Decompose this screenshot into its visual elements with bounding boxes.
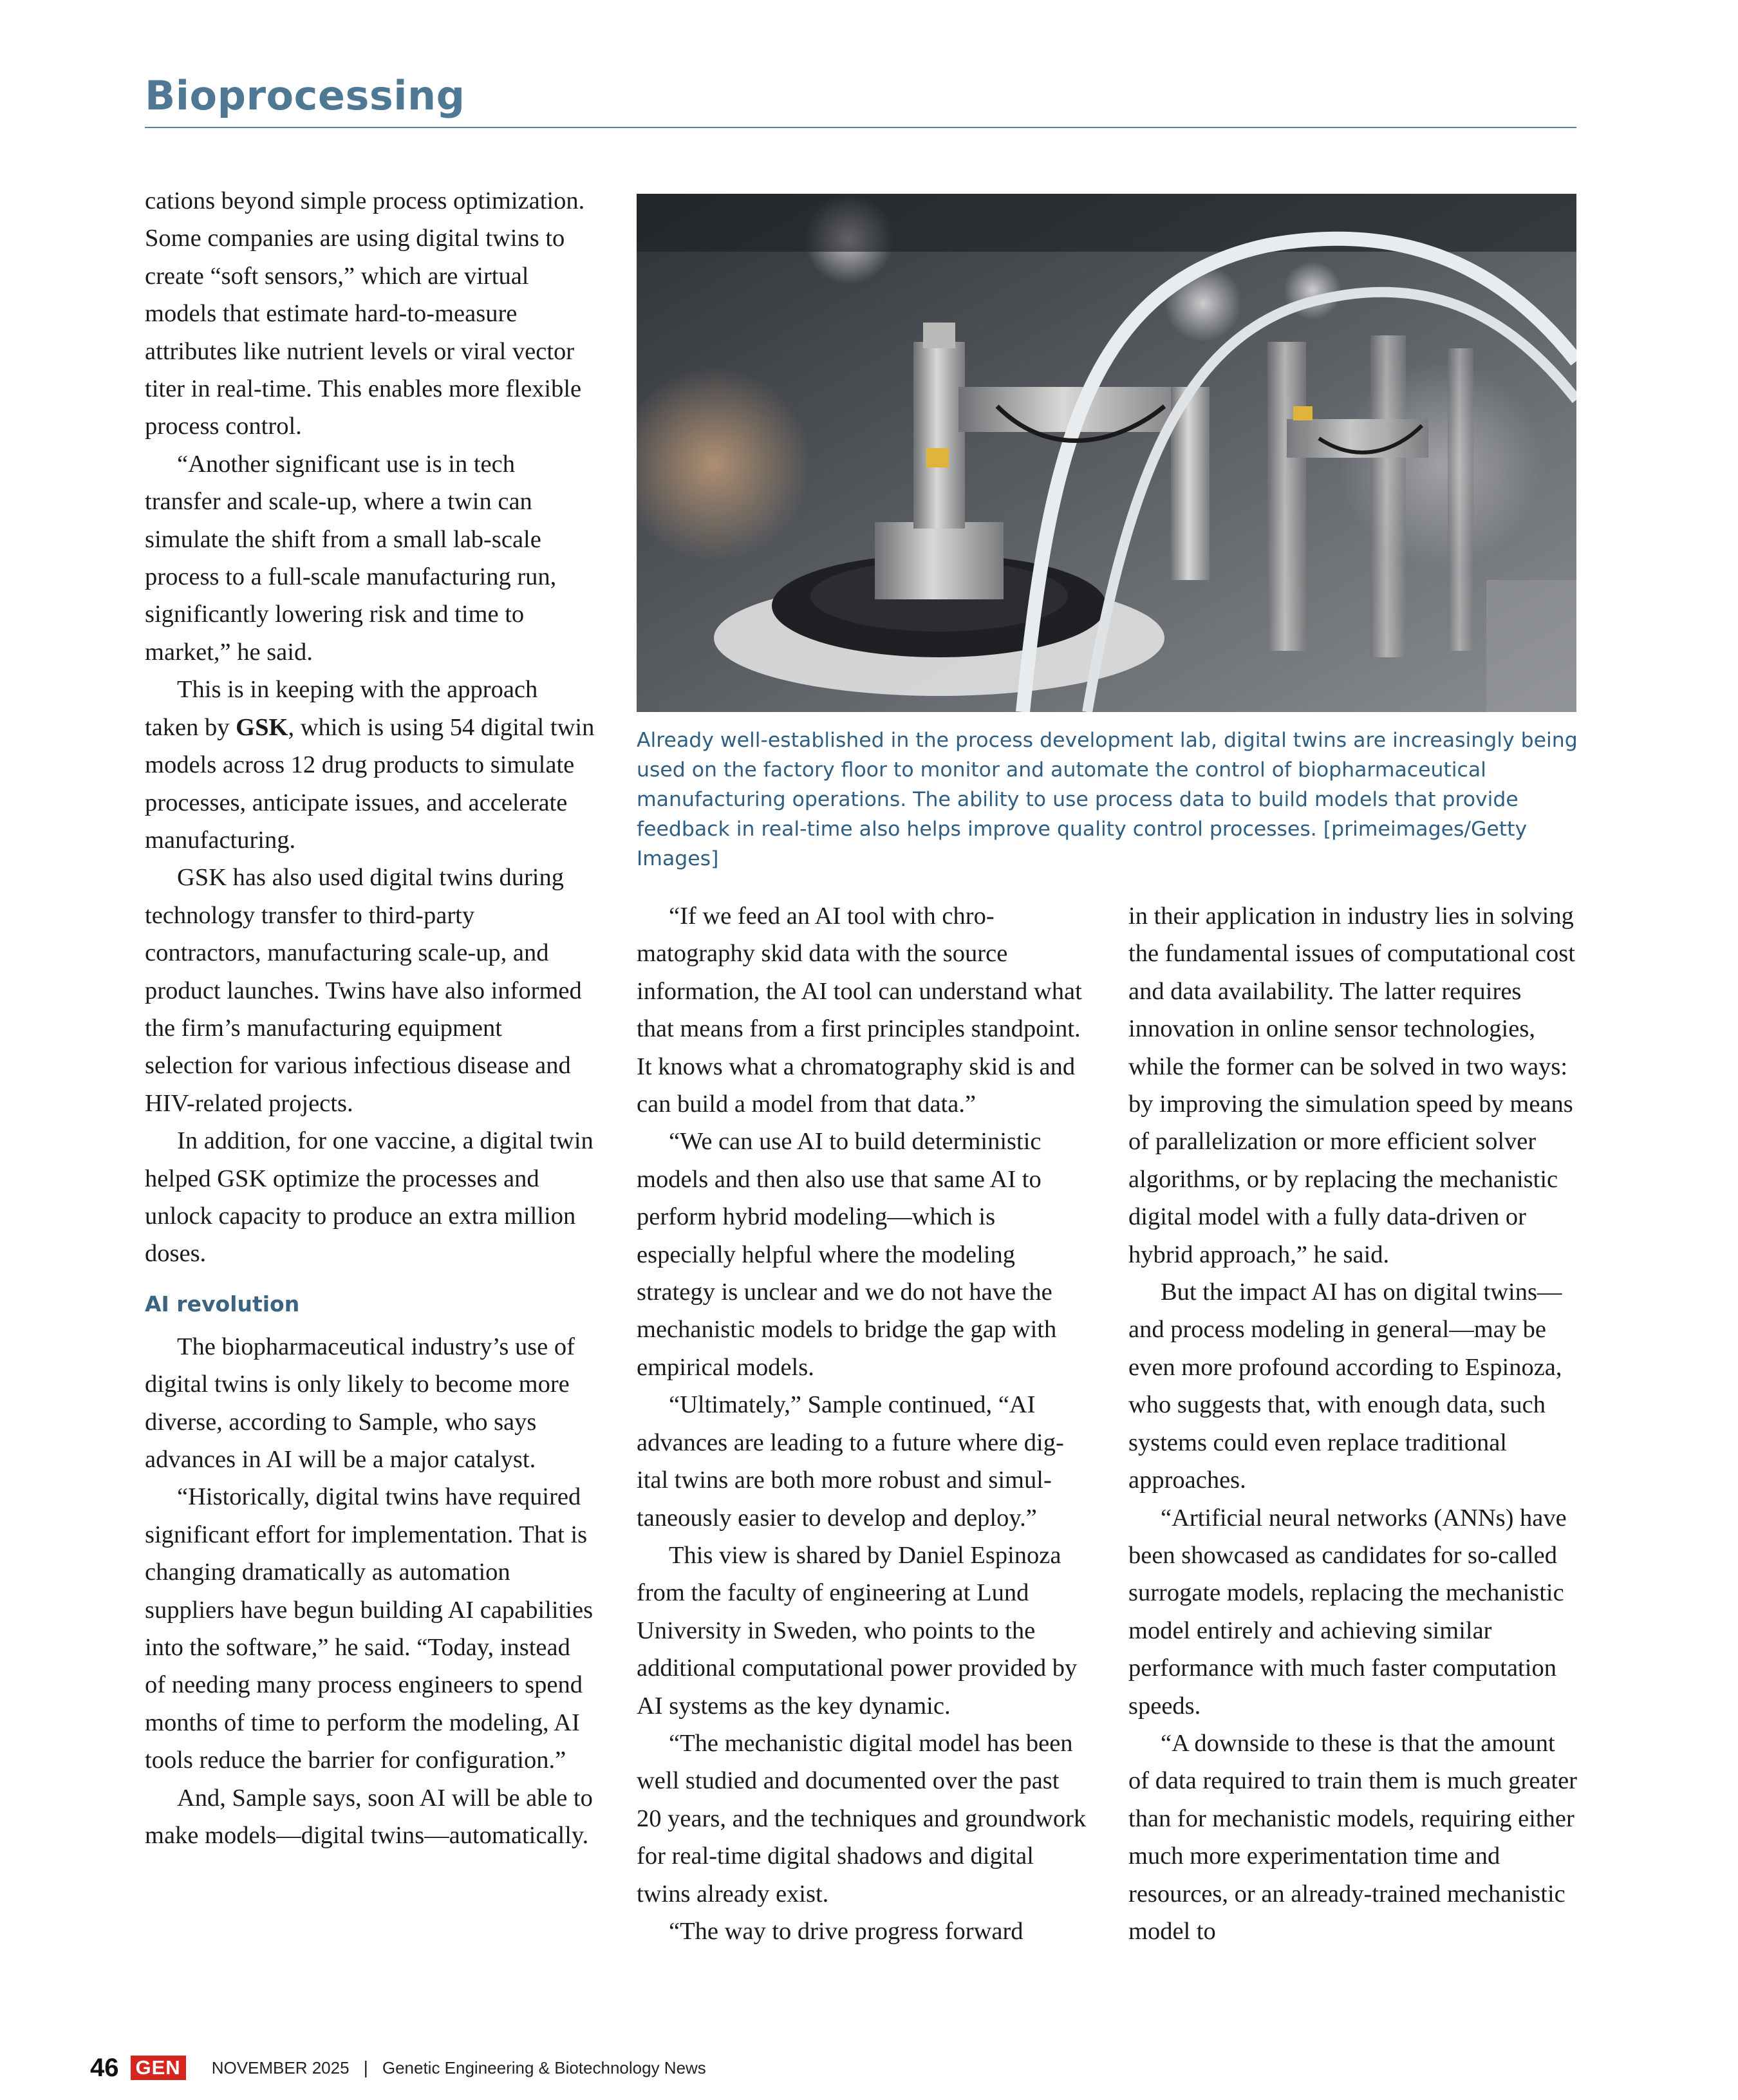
photo-caption: Already well-established in the process development lab, digital twins are increasingly being used on the factory floor to monitor and automate the control of biopharmaceutical manufacturing operations. The ability to use process data to build models that provide feedback in real-time also helps improve quality control processes. [primeimages/Getty Images] — [637, 729, 1578, 870]
lab-equipment-photo — [637, 194, 1576, 712]
body-paragraph: In addition, for one vaccine, a digital twin helped GSK optimize the processes and unlock capacity to produce an extra million doses. — [145, 1127, 593, 1268]
article-column-1 — [145, 182, 595, 1854]
title-rule — [145, 127, 1576, 128]
body-paragraph: “Ultimately,” Sample continued, “AI advances are leading to a future where digital twins are both more robust and simultaneously easier to develop and deploy.” — [637, 1391, 1064, 1532]
body-paragraph: “Historically, digital twins have required significant effort for implementation. That is changing dramatically as automation suppliers have begun building AI capabilities into the software,” he said. “Today, instead of needing many process engineers to spend months of time to perform the modeling, AI tools reduce the barrier for configuration.” — [145, 1483, 593, 1774]
body-paragraph: The biopharmaceutical industry’s use of digital twins is only likely to become more diverse, according to Sample, who says advances in AI will be a major catalyst. — [145, 1333, 575, 1473]
paragraph-text: , which is using 54 digital twin models across 12 drug products to simulate processes, anticipate issues, and accelerate manufacturing. — [145, 713, 595, 854]
gen-logo: GEN — [131, 2056, 186, 2080]
company-name: GSK — [236, 713, 288, 741]
article-column-3 — [1128, 897, 1579, 1950]
page-number: 46 — [90, 2053, 119, 2082]
body-paragraph — [145, 671, 595, 859]
footer-separator: | — [363, 2058, 368, 2077]
publication-name: Genetic Engineering & Biotechnology News — [382, 2058, 706, 2077]
body-paragraph: cations beyond simple process optimization. Some companies are using digital twins to create “soft sensors,” which are virtual models that estimate hard-to-measure attributes like nutrient levels or viral vector titer in real-time. This enables more flexible process control. — [145, 187, 585, 440]
body-paragraph: “We can use AI to build deterministic models and then also use that same AI to perform hybrid modeling—which is especially helpful where the modeling strategy is unclear and we do not have the mechanistic models to bridge the gap with empirical models. — [637, 1128, 1057, 1381]
article-column-2 — [637, 897, 1087, 1950]
body-paragraph: “Artificial neural networks (ANNs) have been showcased as candidates for so-called surrogate models, replacing the mechanistic model entirely and achieving similar performance with much faster computation speeds. — [1128, 1504, 1567, 1720]
photo-illustration — [637, 194, 1576, 712]
paragraph-text: This is in keeping with the approach taken by — [145, 676, 538, 741]
issue-date: NOVEMBER 2025 — [211, 2058, 350, 2077]
subhead: AI revolution — [145, 1291, 300, 1317]
body-paragraph: But the impact AI has on digital twins—and process modeling in general—may be even more profound according to Espinoza, who suggests that, with enough data, such systems could even replace traditional approaches. — [1128, 1279, 1562, 1494]
body-paragraph: This view is shared by Daniel Espinoza from the faculty of engineering at Lund University in Sweden, who points to the additional computational power provided by AI systems as the key dynamic. — [637, 1541, 1078, 1720]
body-paragraph: GSK has also used digital twins during technology transfer to third-party contractors, manufacturing scale-up, and product launches. Twins have also informed the firm’s manufacturing equipment selection for various infectious disease and HIV-related projects. — [145, 864, 582, 1117]
body-paragraph: “Another significant use is in tech transfer and scale-up, where a twin can simulate the shift from a small lab-scale process to a full-scale manufacturing run, significantly lowering risk and time to market,” he said. — [145, 450, 557, 666]
body-paragraph: “The way to drive progress forward — [669, 1917, 1023, 1945]
body-paragraph: “If we feed an AI tool with chromatography skid data with the source information, the AI tool can understand what that means from a first principles standpoint. It knows what a chromatography skid is and can build a model from that data.” — [637, 903, 1082, 1118]
section-title: Bioprocessing — [145, 72, 465, 119]
body-paragraph: “The mechanistic digital model has been well studied and documented over the past 20 years, and the techniques and groundwork for real-time digital shadows and digital twins already exist. — [637, 1729, 1087, 1908]
page-footer — [90, 2052, 706, 2084]
body-paragraph: in their application in industry lies in solving the fundamental issues of computational cost and data availability. The latter requires innovation in online sensor technologies, while the former can be solved in two ways: by improving the simulation speed by means of parallelization or more efficient solver algorithms, or by replacing the mechanistic digital model with a fully data-driven or hybrid approach,” he said. — [1128, 903, 1575, 1268]
body-paragraph: “A downside to these is that the amount of data required to train them is much greater than for mechanistic models, requiring either much more experimentation time and resources, or an already-trained mechanistic model to — [1128, 1729, 1578, 1945]
body-paragraph: And, Sample says, soon AI will be able to make models—digital twins—automatically. — [145, 1784, 593, 1850]
